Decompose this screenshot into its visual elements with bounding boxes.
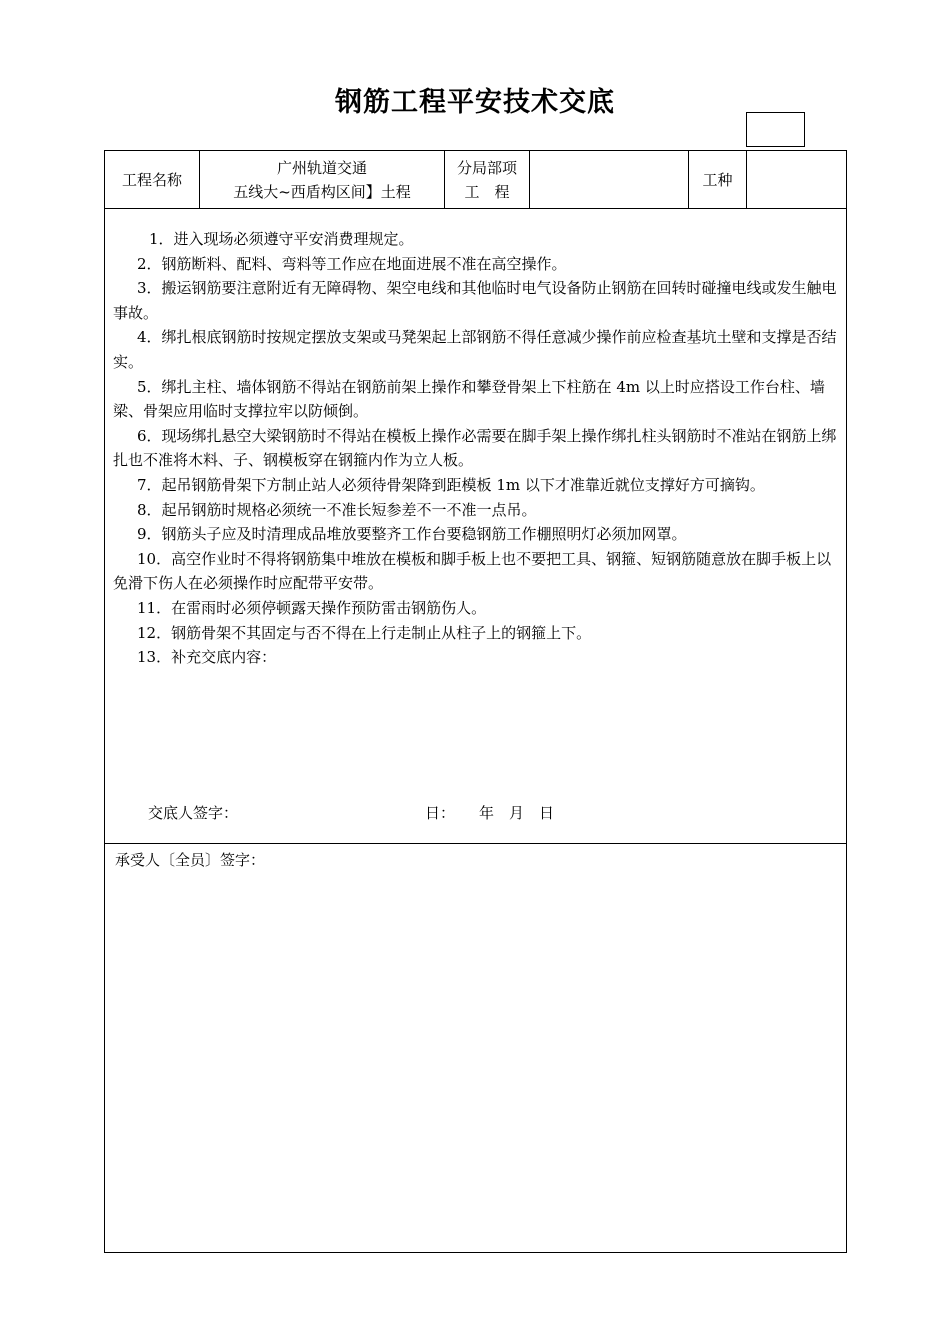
rule-item: 10．高空作业时不得将钢筋集中堆放在模板和脚手板上也不要把工具、钢箍、短钢筋随意放在脚手板上以免滑下伤人在必须操作时应配带平安带。 <box>113 549 832 593</box>
rule-item: 8．起吊钢筋时规格必须统一不准长短参差不一不准一点吊。 <box>137 500 537 519</box>
rule-item: 5．绑扎主柱、墙体钢筋不得站在钢筋前架上操作和攀登骨架上下柱筋在 4m 以上时应搭设工作台柱、墙梁、骨架应用临时支撑拉牢以防倾倒。 <box>113 377 825 421</box>
receiver-signature-label[interactable]: 承受人〔全员〕签字： <box>115 851 266 869</box>
rule-item: 12．钢筋骨架不其固定与否不得在上行走制止从柱子上的钢箍上下。 <box>137 623 592 642</box>
row-divider <box>105 843 846 844</box>
date-label: 日： <box>425 804 456 822</box>
safety-rules <box>113 227 839 670</box>
rule-item: 7．起吊钢筋骨架下方制止站人必须待骨架降到距模板 1m 以下才准靠近就位支撑好方可摘钩。 <box>137 475 765 494</box>
project-name-label: 工程名称 <box>121 170 182 189</box>
rule-item: 4．绑扎根底钢筋时按规定摆放支架或马凳架起上部钢筋不得任意减少操作前应检查基坑土壁和支撑是否结实。 <box>113 328 837 371</box>
document-number-box[interactable] <box>746 112 805 147</box>
project-name-line2: 五线大~西盾构区间】土程 <box>233 182 411 201</box>
rule-item: 3．搬运钢筋要注意附近有无障碍物、架空电线和其他临时电气设备防止钢筋在回转时碰撞电线或发生触电事故。 <box>113 279 837 322</box>
row-divider <box>105 208 846 209</box>
rule-item: 6．现场绑扎悬空大梁钢筋时不得站在模板上操作必需要在脚手架上操作绑扎柱头钢筋时不准站在钢筋上绑扎也不准将木料、子、钢模板穿在钢箍内作为立人板。 <box>113 426 837 470</box>
project-name-line1: 广州轨道交通 <box>276 158 367 177</box>
page-title: 钢筋工程平安技术交底 <box>335 87 615 118</box>
rule-item: 2．钢筋断料、配料、弯料等工作应在地面进展不准在高空操作。 <box>137 254 567 273</box>
disclosure-form <box>104 150 847 1253</box>
subproject-label: 分局部项 工 程 <box>456 158 517 201</box>
rule-item: 13．补充交底内容： <box>137 648 277 667</box>
project-name-value[interactable] <box>200 151 444 208</box>
subproject-value[interactable] <box>530 151 688 208</box>
rule-item: 11．在雷雨时必须停顿露天操作预防雷击钢筋伤人。 <box>137 598 487 617</box>
trade-value[interactable] <box>747 151 846 208</box>
date-fields[interactable]: 年 月 日 <box>479 804 555 822</box>
rule-item: 1．进入现场必须遵守平安消费理规定。 <box>149 230 414 248</box>
trade-label: 工种 <box>702 170 733 189</box>
giver-signature-label[interactable]: 交底人签字： <box>148 804 239 822</box>
rule-item: 9．钢筋头子应及时清理成品堆放要整齐工作台要稳钢筋工作棚照明灯必须加网罩。 <box>137 525 687 544</box>
